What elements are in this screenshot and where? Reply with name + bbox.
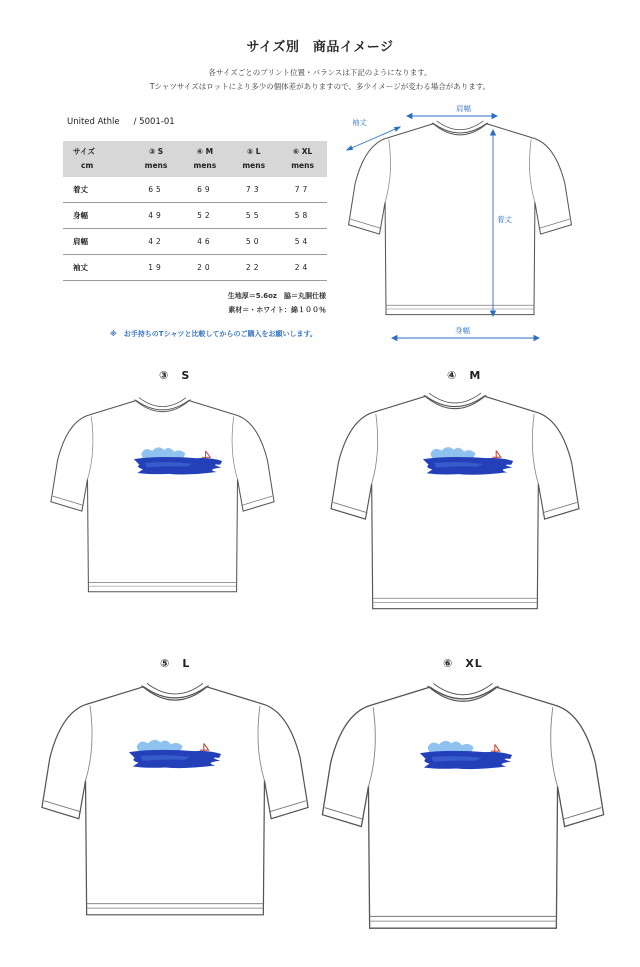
shirt-label-xl: ⑥ XL [443, 657, 483, 670]
label-body-length: 着丈 [497, 215, 512, 224]
tshirt-l-icon [42, 683, 308, 914]
purchase-note: ※ お手持ちのTシャツと比較してからのご購入をお願いします。 [110, 330, 317, 338]
column-s: ③ S mens [144, 147, 168, 170]
shirt-label-s: ③ S [159, 369, 191, 382]
column-xl: ⑥ XL mens [291, 147, 314, 170]
label-sleeve-length: 袖丈 [352, 118, 367, 127]
table-row: 着丈 65 69 73 77 [63, 177, 327, 203]
column-l: ⑤ L mens [242, 147, 266, 170]
page-title: サイズ別 商品イメージ [246, 40, 394, 55]
brand-name: United Athle [67, 117, 120, 127]
intro-line-2: Tシャツサイズはロットにより多少の個体差がありますので、多少イメージが変わる場合があります。 [149, 82, 491, 91]
model-number: / 5001-01 [133, 117, 175, 127]
table-row: 肩幅 42 46 50 54 [63, 229, 327, 255]
column-m: ④ M mens [193, 147, 217, 170]
intro-line-1: 各サイズごとのプリント位置・バランスは下記のようになります。 [208, 68, 432, 77]
tshirt-m-icon [331, 393, 579, 609]
header-size-label: サイズ cm [73, 147, 95, 170]
table-row: 袖丈 19 20 22 24 [63, 255, 327, 281]
label-body-width: 身幅 [455, 326, 470, 335]
table-row: 身幅 49 52 55 58 [63, 203, 327, 229]
fabric-spec-line-2: 素材＝・ホワイト：綿１００％ [228, 306, 326, 314]
tshirt-xl-icon [322, 684, 603, 929]
shirt-label-m: ④ M [447, 369, 482, 382]
shirt-label-l: ⑤ L [160, 657, 191, 670]
label-shoulder-width: 肩幅 [456, 104, 471, 113]
tshirt-s-icon [51, 398, 274, 592]
fabric-spec-line-1: 生地厚＝5.6oz 脇＝丸胴仕様 [227, 292, 326, 300]
